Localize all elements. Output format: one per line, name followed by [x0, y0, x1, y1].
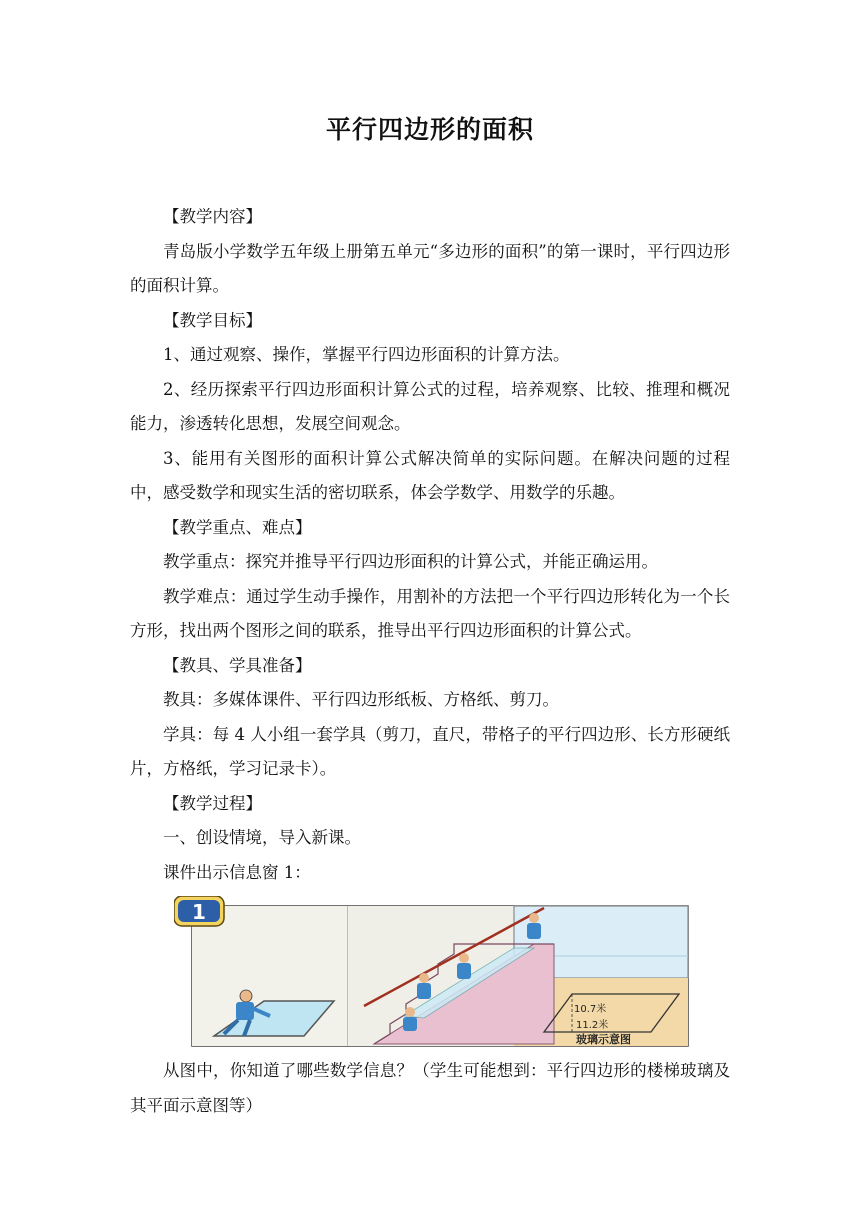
paragraph-difficulty: 教学难点：通过学生动手操作，用割补的方法把一个平行四边形转化为一个长方形，找出两个图形之间的联系，推导出平行四边形面积的计算公式。	[130, 586, 730, 640]
info-window-illustration	[174, 896, 690, 1048]
paragraph-info-window: 课件出示信息窗 1：	[163, 862, 311, 882]
paragraph-teacher-tools: 教具：多媒体课件、平行四边形纸板、方格纸、剪刀。	[163, 690, 559, 709]
illustration-svg	[174, 896, 690, 1048]
paragraph-goal-1: 1、通过观察、操作，掌握平行四边形面积的计算方法。	[163, 345, 570, 364]
paragraph-student-tools: 学具：每 4 人小组一套学具（剪刀，直尺，带格子的平行四边形、长方形硬纸片，方格纸，学习记录卡）。	[130, 724, 730, 778]
diagram-caption: 玻璃示意图	[576, 1033, 631, 1046]
section-heading-process: 【教学过程】	[163, 793, 262, 813]
paragraph-question: 从图中，你知道了哪些数学信息？（学生可能想到：平行四边形的楼梯玻璃及其平面示意图等）	[130, 1061, 730, 1115]
height-label: 10.7米	[574, 1004, 607, 1015]
page-title: 平行四边形的面积	[325, 115, 534, 144]
paragraph-content: 青岛版小学数学五年级上册第五单元“多边形的面积”的第一课时，平行四边形的面积计算。	[130, 241, 730, 295]
info-window-badge	[174, 896, 224, 926]
svg-text:1: 1	[192, 900, 206, 924]
section-heading-content: 【教学内容】	[163, 207, 262, 226]
paragraph-goal-3: 3、能用有关图形的面积计算公式解决简单的实际问题。在解决问题的过程中，感受数学和现实生活的密切联系，体会学数学、用数学的乐趣。	[130, 448, 730, 502]
section-heading-materials: 【教具、学具准备】	[163, 655, 312, 675]
section-heading-key-points: 【教学重点、难点】	[163, 517, 312, 537]
base-label: 11.2米	[576, 1020, 609, 1031]
paragraph-key-point: 教学重点：探究并推导平行四边形面积的计算公式，并能正确运用。	[163, 552, 658, 571]
paragraph-goal-2: 2、经历探索平行四边形面积计算公式的过程，培养观察、比较、推理和概况能力，渗透转化思想，发展空间观念。	[130, 379, 730, 433]
section-heading-goals: 【教学目标】	[163, 310, 262, 330]
document-body	[130, 200, 730, 1123]
paragraph-step-1: 一、创设情境，导入新课。	[163, 828, 361, 847]
